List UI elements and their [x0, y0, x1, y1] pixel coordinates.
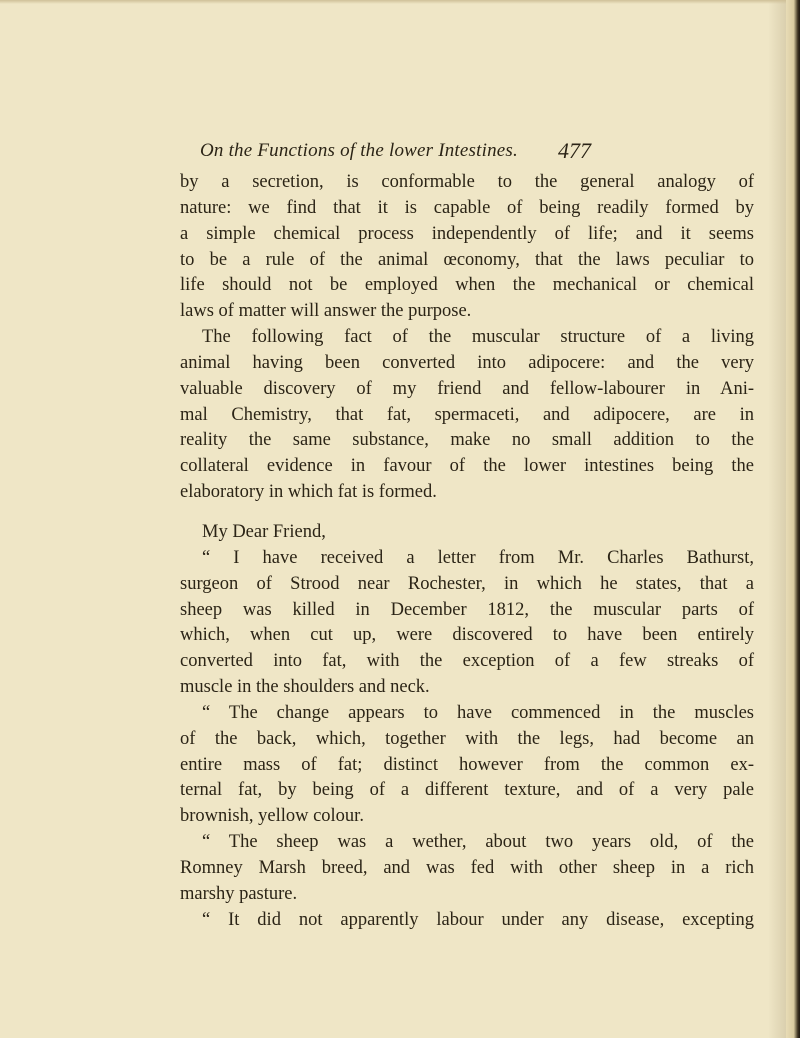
text-line: “ It did not apparently labour under any disease, excepting — [202, 909, 754, 930]
text-line: animal having been converted into adipocere: and the very — [180, 352, 754, 373]
text-line: nature: we find that it is capable of being readily formed by — [180, 197, 754, 218]
text-line: a simple chemical process independently of life; and it seems — [180, 223, 754, 244]
text-line: “ The sheep was a wether, about two years old, of the — [202, 832, 754, 853]
text-line: marshy pasture. — [180, 883, 298, 904]
page-top-edge — [0, 0, 800, 4]
text-line: converted into fat, with the exception of a few streaks of — [180, 651, 754, 672]
text-line: collateral evidence in favour of the lower intestines being the — [180, 456, 754, 477]
text-line: The following fact of the muscular structure of a living — [202, 327, 754, 348]
text-line: muscle in the shoulders and neck. — [180, 677, 430, 698]
running-head: On the Functions of the lower Intestines. — [200, 140, 518, 161]
page-number: 477 — [558, 138, 591, 163]
text-line: sheep was killed in December 1812, the muscular parts of — [180, 599, 754, 620]
text-line: valuable discovery of my friend and fellow-labourer in Ani- — [180, 378, 754, 399]
text-line: of the back, which, together with the legs, had become an — [180, 728, 754, 749]
text-line: to be a rule of the animal œconomy, that the laws peculiar to — [180, 249, 754, 270]
text-line: “ The change appears to have commenced in the muscles — [202, 702, 754, 723]
text-line: life should not be employed when the mechanical or chemical — [180, 275, 754, 296]
text-line: elaboratory in which fat is formed. — [180, 482, 437, 503]
text-line: ternal fat, by being of a different texture, and of a very pale — [180, 780, 754, 801]
text-line: “ I have received a letter from Mr. Charles Bathurst, — [202, 547, 754, 568]
text-line: reality the same substance, make no small addition to the — [180, 430, 754, 451]
text-line: which, when cut up, were discovered to have been entirely — [180, 625, 754, 646]
text-line: by a secretion, is conformable to the general analogy of — [180, 172, 754, 192]
text-line: entire mass of fat; distinct however from the common ex- — [180, 754, 754, 775]
text-line: mal Chemistry, that fat, spermaceti, and adipocere, are in — [180, 404, 754, 425]
text-line: surgeon of Strood near Rochester, in which he states, that a — [180, 573, 754, 594]
body-text — [180, 170, 754, 933]
page-right-edge — [786, 0, 800, 1038]
text-line: Romney Marsh breed, and was fed with other sheep in a rich — [180, 857, 754, 878]
paragraph-spacer — [180, 506, 754, 520]
salutation: My Dear Friend, — [202, 521, 326, 542]
text-line: brownish, yellow colour. — [180, 806, 364, 827]
text-line: laws of matter will answer the purpose. — [180, 301, 472, 322]
